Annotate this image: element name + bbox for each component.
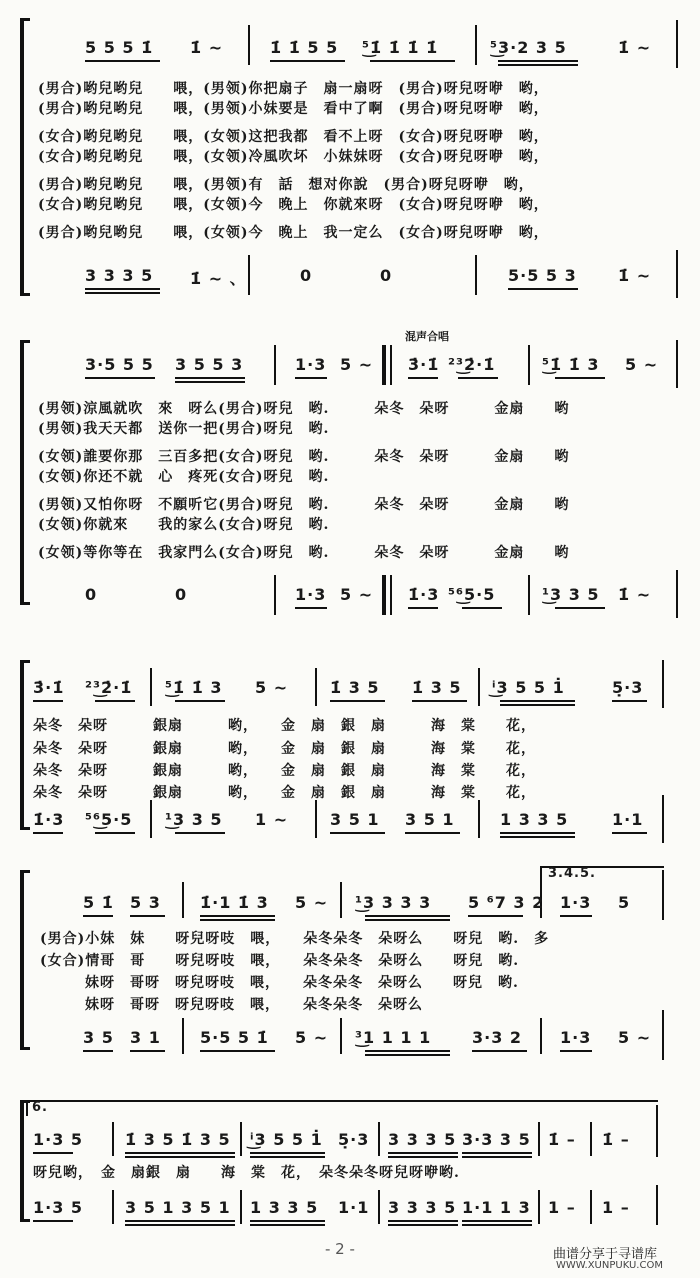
note-group: ¹͜3 3 5: [165, 810, 223, 829]
note-group: 1·3 5: [33, 1198, 84, 1217]
lyric-line: 朵冬 朵呀 銀扇 哟， 金 扇 銀 扇 海 棠 花，: [33, 763, 536, 779]
note-group: 1̇ 3 5: [330, 678, 380, 697]
lyric-line: 朵冬 朵呀 銀扇 哟， 金 扇 銀 扇 海 棠 花，: [33, 741, 536, 757]
lyric-line: (女领)你就來 我的家么(女合)呀兒 哟.: [38, 517, 330, 533]
note-group: 3·3 2: [472, 1028, 523, 1047]
note-group: 1·3: [560, 1028, 592, 1047]
note-group: 3·3 3 5: [462, 1130, 531, 1149]
volta-ending: 6.: [32, 1100, 48, 1115]
note-group: 1 ~: [255, 810, 289, 829]
note-group: 1̇ –: [602, 1130, 630, 1149]
note-group: 5 5 5 1̇: [85, 38, 154, 57]
note-group: 5 ~: [255, 678, 289, 697]
note-group: 1 3 3 5: [250, 1198, 319, 1217]
note-group: 0: [380, 266, 393, 285]
note-group: 5: [618, 893, 631, 912]
note-group: 0: [85, 585, 98, 604]
note-group: 5̣·3: [338, 1130, 370, 1149]
choir-annotation: 混声合唱: [405, 330, 449, 343]
lyric-line: (女领)你还不就 心 疼死(女合)呀兒 哟.: [38, 469, 330, 485]
note-group: 1̇ ~: [618, 38, 652, 57]
note-group: 0: [175, 585, 188, 604]
watermark-url: WWW.XUNPUKU.COM: [556, 1260, 663, 1271]
lyric-line: (男合)小妹 妹 呀兒呀吱 喂， 朵冬朵冬 朵呀么 呀兒 哟. 多: [40, 931, 550, 947]
note-group: 1·1: [612, 810, 644, 829]
note-group: 1 3 3 5: [500, 810, 569, 829]
note-group: 1̇ –: [548, 1130, 576, 1149]
note-group: 5̣·3: [612, 678, 644, 697]
note-group: 3 3 3 5: [388, 1198, 457, 1217]
note-group: 5 ~: [295, 1028, 329, 1047]
note-group: 3 3 3 5: [85, 266, 154, 285]
note-group: ⁵⁶͜5·5: [85, 810, 133, 829]
lyric-line: (男合)哟兒哟兒 喂，(男领)你把扇子 扇一扇呀 (男合)呀兒呀咿 哟，: [38, 81, 549, 97]
note-group: 1̇ 1̇ 5 5: [270, 38, 339, 57]
lyric-line: (女合)哟兒哟兒 喂，(女领)这把我都 看不上呀 (女合)呀兒呀咿 哟，: [38, 129, 549, 145]
note-group: 5 ~: [625, 355, 659, 374]
lyric-line: 呀兒哟， 金 扇銀 扇 海 棠 花， 朵冬朵冬呀兒呀咿哟.: [33, 1165, 460, 1181]
note-group: 3 5 5 3: [175, 355, 244, 374]
note-group: 1 –: [548, 1198, 576, 1217]
lyric-line: (男领)又怕你呀 不願听它(男合)呀兒 哟. 朵冬 朵呀 金扇 哟: [38, 497, 570, 513]
note-group: 3 5: [83, 1028, 114, 1047]
volta-ending: 3.4.5.: [548, 866, 596, 881]
page-number: - 2 -: [325, 1240, 355, 1258]
note-group: 1̇·1 1̇ 3: [200, 893, 269, 912]
lyric-line: (女合)哟兒哟兒 喂，(女领)冷風吹坏 小妹妹呀 (女合)呀兒呀咿 哟，: [38, 149, 549, 165]
note-group: ²³͜2̇·1̇: [448, 355, 496, 374]
note-group: 1̇ ~: [618, 266, 652, 285]
note-group: 1 –: [602, 1198, 630, 1217]
note-group: 5·5 5 3: [508, 266, 577, 285]
note-group: 3̇·1̇: [33, 678, 65, 697]
note-group: 3 5 1 3 5 1: [125, 1198, 231, 1217]
lyric-line: 朵冬 朵呀 銀扇 哟， 金 扇 銀 扇 海 棠 花，: [33, 718, 536, 734]
note-group: 3 1: [130, 1028, 161, 1047]
note-group: ⁵͜3·2 3 5: [490, 38, 567, 57]
note-group: 1·1: [338, 1198, 370, 1217]
note-group: ⁵͜1̇ 1̇ 3: [165, 678, 223, 697]
note-group: 5 ~: [618, 1028, 652, 1047]
note-group: ⁱ͜3 5 5 1̇: [492, 678, 565, 697]
note-group: ⁵͜1̇ 1̇ 1̇ 1̇: [362, 38, 439, 57]
note-group: 1̇·3: [408, 585, 440, 604]
note-group: 3·5 5 5: [85, 355, 154, 374]
note-group: 1̇ ~: [190, 38, 224, 57]
note-group: 3 5 1: [330, 810, 380, 829]
note-group: 3̇·1̇: [408, 355, 440, 374]
note-group: ⁵⁶͜5·5: [448, 585, 496, 604]
lyric-line: (男领)我天天都 送你一把(男合)呀兒 哟.: [38, 421, 330, 437]
note-group: 5 ~: [340, 355, 374, 374]
note-group: 5 ~: [295, 893, 329, 912]
lyric-line: (女领)等你等在 我家門么(女合)呀兒 哟. 朵冬 朵呀 金扇 哟: [38, 545, 570, 561]
note-group: ⁱ͜3 5 5 1̇: [250, 1130, 323, 1149]
note-group: 5 3: [130, 893, 161, 912]
note-group: ¹͜3 3 5: [542, 585, 600, 604]
note-group: ²³͜2̇·1̇: [85, 678, 133, 697]
note-group: 3 5 1: [405, 810, 455, 829]
note-group: 0: [300, 266, 313, 285]
note-group: 1̇·3: [33, 810, 65, 829]
note-group: 1·3: [295, 585, 327, 604]
lyric-line: (男合)哟兒哟兒 喂，(男领)有 話 想对你說 (男合)呀兒呀咿 哟，: [38, 177, 534, 193]
note-group: ¹͜3 3 3 3: [355, 893, 432, 912]
lyric-line: 妹呀 哥呀 呀兒呀吱 喂， 朵冬朵冬 朵呀么: [40, 997, 423, 1013]
note-group: 5·5 5 1̇: [200, 1028, 269, 1047]
lyric-line: (男合)哟兒哟兒 喂，(女领)今 晚上 我一定么 (女合)呀兒呀咿 哟，: [38, 225, 549, 241]
note-group: 1·3 5: [33, 1130, 84, 1149]
note-group: 3 3 3 5: [388, 1130, 457, 1149]
note-group: ³͜1 1 1 1: [355, 1028, 432, 1047]
note-group: 1̇ 3 5: [412, 678, 462, 697]
note-group: 1·3: [295, 355, 327, 374]
note-group: 1̇ ~ 、: [190, 269, 247, 288]
lyric-line: (男领)涼風就吹 來 呀么(男合)呀兒 哟. 朵冬 朵呀 金扇 哟: [38, 401, 570, 417]
lyric-line: (女领)誰要你那 三百多把(女合)呀兒 哟. 朵冬 朵呀 金扇 哟: [38, 449, 570, 465]
note-group: 1·3: [560, 893, 592, 912]
note-group: 1̇ ~: [618, 585, 652, 604]
lyric-line: 妹呀 哥呀 呀兒呀吱 喂， 朵冬朵冬 朵呀么 呀兒 哟.: [40, 975, 519, 991]
note-group: ⁵͜1̇ 1̇ 3: [542, 355, 600, 374]
note-group: 1̇ 3 5 1̇ 3 5: [125, 1130, 231, 1149]
lyric-line: (男合)哟兒哟兒 喂，(男领)小妹要是 看中了啊 (男合)呀兒呀咿 哟，: [38, 101, 549, 117]
note-group: 5 1̇: [83, 893, 114, 912]
lyric-line: (女合)哟兒哟兒 喂，(女领)今 晚上 你就來呀 (女合)呀兒呀咿 哟，: [38, 197, 549, 213]
watermark-title: 曲谱分享于寻谱库: [553, 1247, 658, 1262]
note-group: 5 ⁶7 3 2: [468, 893, 545, 912]
note-group: 5 ~: [340, 585, 374, 604]
lyric-line: 朵冬 朵呀 銀扇 哟， 金 扇 銀 扇 海 棠 花，: [33, 785, 536, 801]
lyric-line: (女合)情哥 哥 呀兒呀吱 喂， 朵冬朵冬 朵呀么 呀兒 哟.: [40, 953, 520, 969]
note-group: 1·1 1 3: [462, 1198, 531, 1217]
